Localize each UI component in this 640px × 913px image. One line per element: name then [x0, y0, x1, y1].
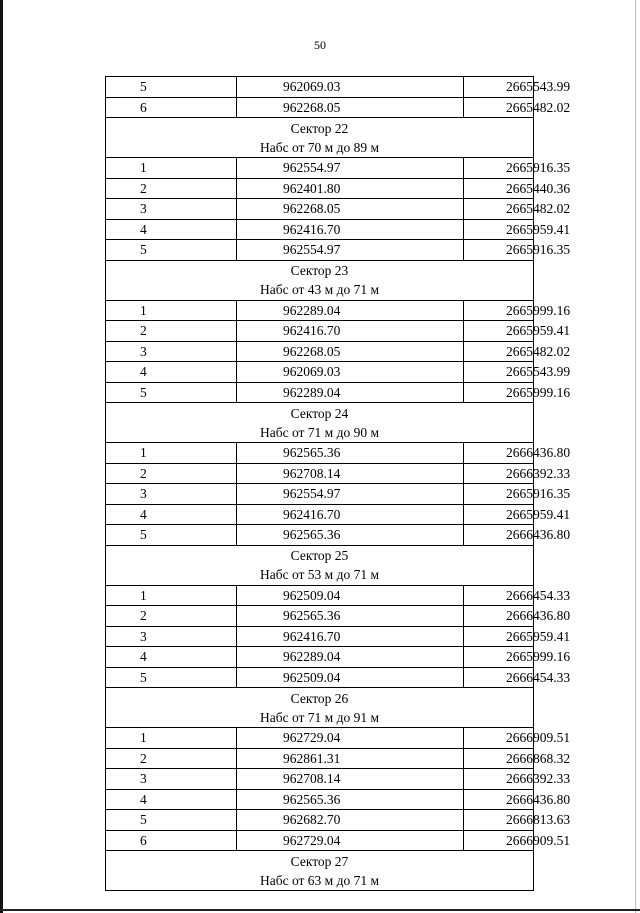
point-number-cell: 5 [106, 77, 237, 98]
y-coordinate-cell: 2666454.33 [464, 585, 534, 606]
table-row [106, 77, 534, 98]
point-number-cell: 4 [106, 789, 237, 810]
point-number-cell: 3 [106, 341, 237, 362]
y-coordinate-cell: 2666454.33 [464, 667, 534, 688]
x-coordinate-cell: 962861.31 [237, 748, 464, 769]
scan-bottom-edge [0, 909, 640, 911]
table-row [106, 728, 534, 749]
y-coordinate-cell: 2666436.80 [464, 525, 534, 546]
y-coordinate-cell: 2665959.41 [464, 321, 534, 342]
point-number-cell: 5 [106, 810, 237, 831]
sector-title: Сектор 26 [290, 690, 349, 706]
point-number-cell: 3 [106, 484, 237, 505]
point-number-cell: 1 [106, 728, 237, 749]
sector-header-row [106, 851, 534, 891]
y-coordinate-cell: 2666392.33 [464, 769, 534, 790]
table-row [106, 382, 534, 403]
point-number-cell: 4 [106, 219, 237, 240]
x-coordinate-cell: 962565.36 [237, 606, 464, 627]
table-row [106, 443, 534, 464]
y-coordinate-cell: 2665999.16 [464, 647, 534, 668]
point-number-cell: 2 [106, 748, 237, 769]
y-coordinate-cell: 2665543.99 [464, 362, 534, 383]
y-coordinate-cell: 2665959.41 [464, 504, 534, 525]
y-coordinate-cell: 2665959.41 [464, 219, 534, 240]
y-coordinate-cell: 2666436.80 [464, 606, 534, 627]
sector-altitude-range: Набс от 53 м до 71 м [259, 567, 380, 582]
point-number-cell: 5 [106, 667, 237, 688]
sector-title: Сектор 25 [290, 548, 349, 563]
table-row [106, 158, 534, 179]
table-row [106, 321, 534, 342]
x-coordinate-cell: 962289.04 [237, 382, 464, 403]
table-row [106, 830, 534, 851]
x-coordinate-cell: 962565.36 [237, 789, 464, 810]
x-coordinate-cell: 962554.97 [237, 158, 464, 179]
sector-title: Сектор 22 [290, 120, 349, 136]
table-row [106, 362, 534, 383]
y-coordinate-cell: 2666909.51 [464, 830, 534, 851]
point-number-cell: 2 [106, 606, 237, 627]
sector-title: Сектор 23 [290, 263, 349, 278]
x-coordinate-cell: 962708.14 [237, 463, 464, 484]
y-coordinate-cell: 2666813.63 [464, 810, 534, 831]
table-row [106, 199, 534, 220]
x-coordinate-cell: 962708.14 [237, 769, 464, 790]
x-coordinate-cell: 962268.05 [237, 97, 464, 118]
x-coordinate-cell: 962682.70 [237, 810, 464, 831]
sector-title: Сектор 27 [290, 853, 349, 869]
point-number-cell: 5 [106, 382, 237, 403]
x-coordinate-cell: 962268.05 [237, 341, 464, 362]
scan-left-edge [0, 0, 3, 913]
table-row [106, 300, 534, 321]
coordinates-table [105, 76, 571, 891]
x-coordinate-cell: 962416.70 [237, 321, 464, 342]
sector-header-row [106, 118, 534, 158]
sector-header-row [106, 260, 534, 300]
point-number-cell: 2 [106, 463, 237, 484]
y-coordinate-cell: 2665482.02 [464, 97, 534, 118]
table-row [106, 667, 534, 688]
x-coordinate-cell: 962401.80 [237, 178, 464, 199]
sector-altitude-range: Набс от 70 м до 89 м [259, 139, 380, 155]
sector-header-cell [106, 260, 534, 300]
y-coordinate-cell: 2666392.33 [464, 463, 534, 484]
table-row [106, 626, 534, 647]
x-coordinate-cell: 962069.03 [237, 77, 464, 98]
x-coordinate-cell: 962554.97 [237, 240, 464, 261]
table-row [106, 504, 534, 525]
x-coordinate-cell: 962509.04 [237, 585, 464, 606]
y-coordinate-cell: 2665543.99 [464, 77, 534, 98]
page-number: 50 [314, 38, 326, 52]
y-coordinate-cell: 2665482.02 [464, 341, 534, 362]
point-number-cell: 1 [106, 585, 237, 606]
table-row [106, 606, 534, 627]
table-row [106, 178, 534, 199]
y-coordinate-cell: 2666436.80 [464, 443, 534, 464]
table-row [106, 647, 534, 668]
sector-header-cell [106, 403, 534, 443]
point-number-cell: 5 [106, 525, 237, 546]
y-coordinate-cell: 2666909.51 [464, 728, 534, 749]
y-coordinate-cell: 2666868.32 [464, 748, 534, 769]
y-coordinate-cell: 2665959.41 [464, 626, 534, 647]
x-coordinate-cell: 962509.04 [237, 667, 464, 688]
table-row [106, 484, 534, 505]
y-coordinate-cell: 2665999.16 [464, 300, 534, 321]
x-coordinate-cell: 962729.04 [237, 830, 464, 851]
table-row [106, 769, 534, 790]
sector-header-row [106, 403, 534, 443]
x-coordinate-cell: 962565.36 [237, 443, 464, 464]
point-number-cell: 3 [106, 626, 237, 647]
table-row [106, 97, 534, 118]
x-coordinate-cell: 962268.05 [237, 199, 464, 220]
y-coordinate-cell: 2665916.35 [464, 158, 534, 179]
sector-altitude-range: Набс от 43 м до 71 м [259, 282, 380, 297]
x-coordinate-cell: 962289.04 [237, 300, 464, 321]
table-row [106, 525, 534, 546]
x-coordinate-cell: 962565.36 [237, 525, 464, 546]
sector-header-row [106, 545, 534, 585]
x-coordinate-cell: 962554.97 [237, 484, 464, 505]
point-number-cell: 5 [106, 240, 237, 261]
scan-right-edge [635, 0, 636, 913]
table-row [106, 748, 534, 769]
table-row [106, 341, 534, 362]
sector-title: Сектор 24 [290, 405, 349, 421]
sector-altitude-range: Набс от 71 м до 90 м [259, 424, 380, 440]
sector-altitude-range: Набс от 71 м до 91 м [259, 709, 380, 725]
x-coordinate-cell: 962416.70 [237, 626, 464, 647]
y-coordinate-cell: 2665482.02 [464, 199, 534, 220]
y-coordinate-cell: 2665440.36 [464, 178, 534, 199]
point-number-cell: 1 [106, 300, 237, 321]
sector-header-cell [106, 118, 534, 158]
point-number-cell: 6 [106, 97, 237, 118]
table-row [106, 585, 534, 606]
x-coordinate-cell: 962416.70 [237, 504, 464, 525]
point-number-cell: 4 [106, 362, 237, 383]
point-number-cell: 1 [106, 158, 237, 179]
table-row [106, 240, 534, 261]
point-number-cell: 3 [106, 199, 237, 220]
y-coordinate-cell: 2665999.16 [464, 382, 534, 403]
point-number-cell: 6 [106, 830, 237, 851]
y-coordinate-cell: 2665916.35 [464, 240, 534, 261]
point-number-cell: 4 [106, 647, 237, 668]
table-row [106, 789, 534, 810]
point-number-cell: 4 [106, 504, 237, 525]
point-number-cell: 3 [106, 769, 237, 790]
table-row [106, 219, 534, 240]
sector-header-cell [106, 545, 534, 585]
sector-altitude-range: Набс от 63 м до 71 м [259, 872, 380, 888]
y-coordinate-cell: 2665916.35 [464, 484, 534, 505]
point-number-cell: 1 [106, 443, 237, 464]
x-coordinate-cell: 962069.03 [237, 362, 464, 383]
sector-header-cell [106, 851, 534, 891]
y-coordinate-cell: 2666436.80 [464, 789, 534, 810]
point-number-cell: 2 [106, 178, 237, 199]
sector-header-row [106, 688, 534, 728]
table-row [106, 463, 534, 484]
coordinates-table-body [106, 77, 571, 891]
x-coordinate-cell: 962729.04 [237, 728, 464, 749]
table-row [106, 810, 534, 831]
x-coordinate-cell: 962416.70 [237, 219, 464, 240]
sector-header-cell [106, 688, 534, 728]
x-coordinate-cell: 962289.04 [237, 647, 464, 668]
point-number-cell: 2 [106, 321, 237, 342]
